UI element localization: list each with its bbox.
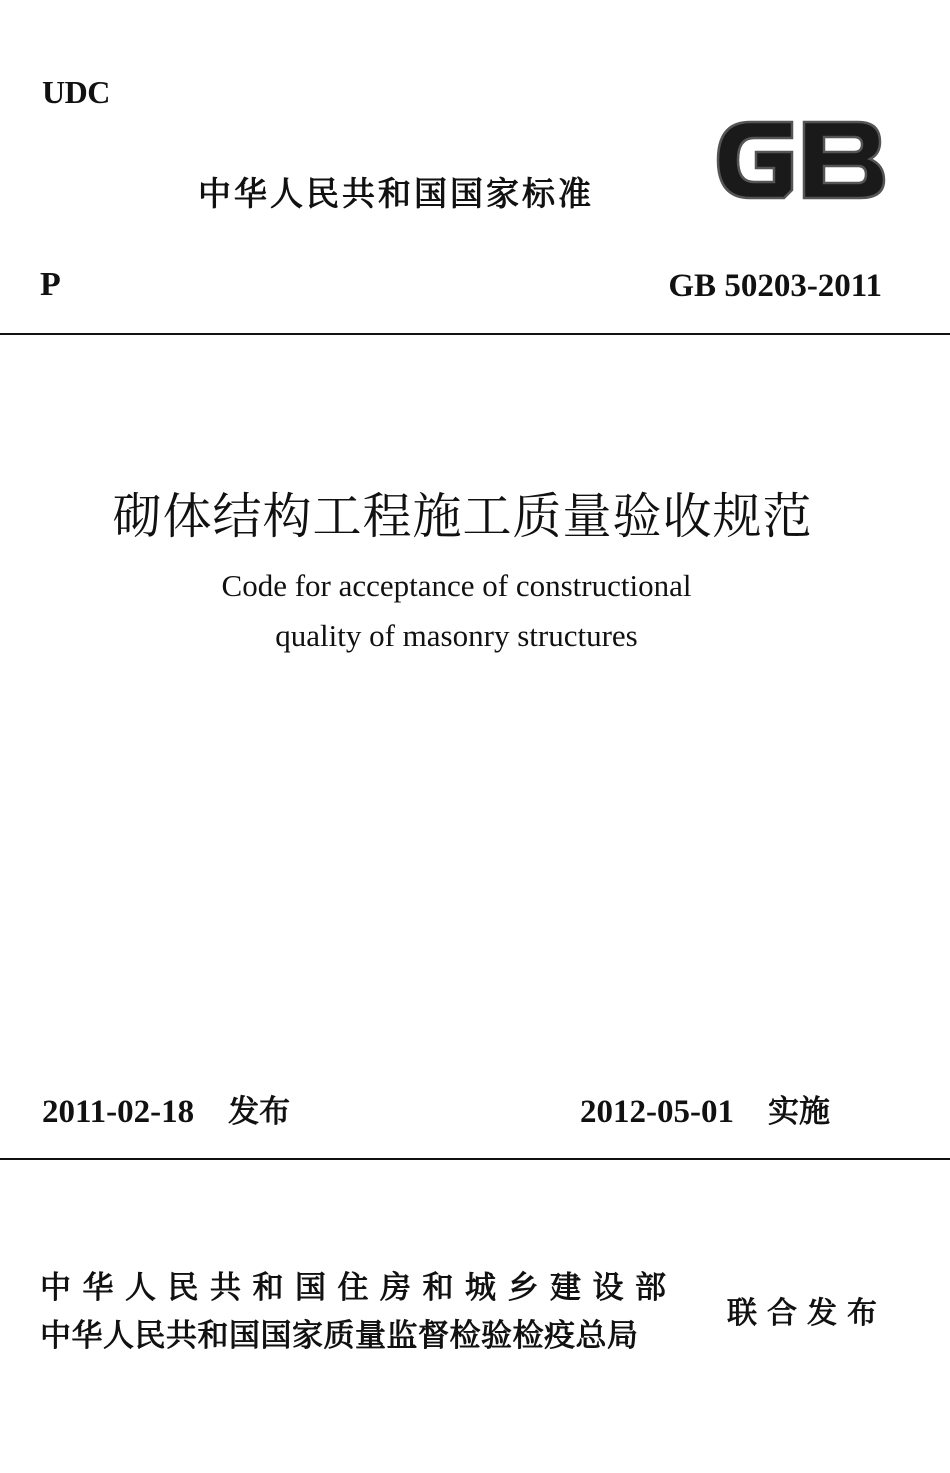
effective-date: 2012-05-01	[580, 1094, 734, 1130]
issue-date-block	[42, 1086, 290, 1131]
issuer-quality-administration: 中华人民共和国国家质量监督检验检疫总局	[40, 1318, 639, 1354]
top-divider	[0, 333, 950, 335]
bottom-divider	[0, 1158, 950, 1160]
joint-issue-label: 联合发布	[727, 1296, 887, 1331]
title-chinese: 砌体结构工程施工质量验收规范	[112, 488, 813, 545]
title-english-line-1: Code for acceptance of constructional	[221, 568, 692, 603]
issuer-ministry-housing: 中华人民共和国住房和城乡建设部	[40, 1270, 678, 1306]
standard-number: GB 50203-2011	[668, 268, 882, 304]
effective-date-block	[580, 1086, 830, 1131]
issue-date: 2011-02-18	[42, 1094, 195, 1130]
national-standard-heading: 中华人民共和国国家标准	[198, 174, 594, 213]
gb-logo-letter-b	[804, 122, 884, 198]
gb-logo-letter-g	[718, 122, 792, 198]
effective-label: 实施	[767, 1094, 830, 1130]
issue-label: 发布	[228, 1094, 291, 1130]
title-english-line-2: quality of masonry structures	[275, 618, 638, 653]
classification-code: P	[40, 266, 61, 303]
gb-logo	[712, 110, 888, 210]
udc-label: UDC	[42, 74, 110, 110]
